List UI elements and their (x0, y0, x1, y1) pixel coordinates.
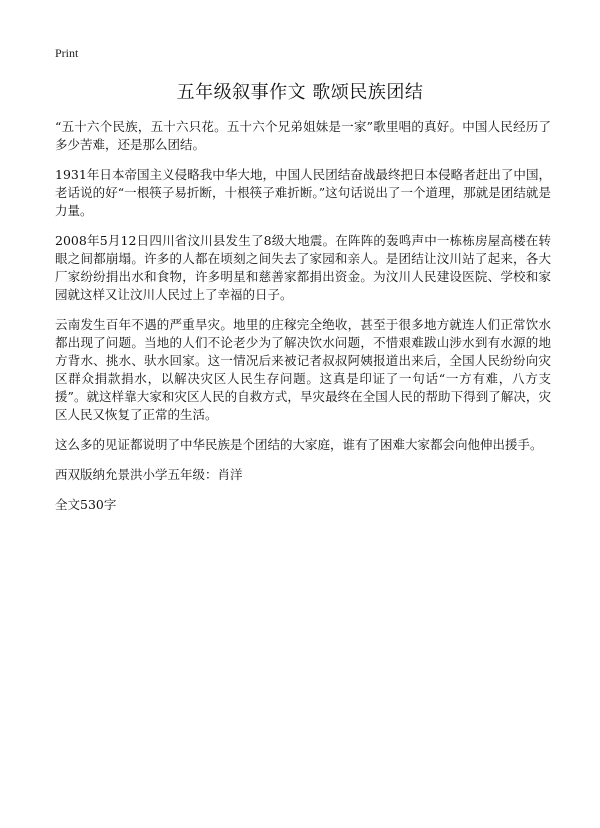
word-count: 全文530字 (55, 497, 117, 512)
paragraph-earthquake: 2008年5月12日四川省汶川县发生了8级大地震。在阵阵的轰鸣声中一栋栋房屋高楼在转眼之间都崩塌。许多的人都在顷刻之间失去了家园和亲人。是团结让汶川站了起来，各大厂家纷纷捐出水和食物，许多明星和慈善家都捐出资金。为汶川人民建设医院、学校和家园就这样又让汶川人民过上了幸福的日子。 (55, 233, 551, 302)
author-signature: 西双版纳允景洪小学五年级：肖洋 (55, 467, 243, 482)
print-link[interactable]: Print (55, 46, 79, 60)
paragraph-conclusion: 这么多的见证都说明了中华民族是个团结的大家庭，谁有了困难大家都会向他伸出援手。 (55, 437, 543, 452)
paragraph-intro: “五十六个民族，五十六只花。五十六个兄弟姐妹是一家”歌里唱的真好。中国人民经历了多少苦难，还是那么团结。 (55, 119, 551, 152)
paragraph-1931: 1931年日本帝国主义侵略我中华大地，中国人民团结奋战最终把日本侵略者赶出了中国，老话说的好“一根筷子易折断，十根筷子难折断。”这句话说出了一个道理，那就是团结就是力量。 (55, 167, 551, 218)
article-body (55, 118, 551, 526)
paragraph-drought: 云南发生百年不遇的严重旱灾。地里的庄稼完全绝收，甚至于很多地方就连人们正常饮水都出现了问题。当地的人们不论老少为了解决饮水问题，不惜艰难跋山涉水到有水源的地方背水、挑水、驮水回家。这一情况后来被记者叔叔阿姨报道出来后，全国人民纷纷向灾区群众捐款捐水，以解决灾区人民生存问题。这真是印证了一句话“一方有难，八方支援”。就这样靠大家和灾区人民的自救方式，旱灾最终在全国人民的帮助下得到了解决，灾区人民又恢复了正常的生活。 (55, 317, 551, 422)
article-title: 五年级叙事作文 歌颂民族团结 (176, 82, 424, 103)
